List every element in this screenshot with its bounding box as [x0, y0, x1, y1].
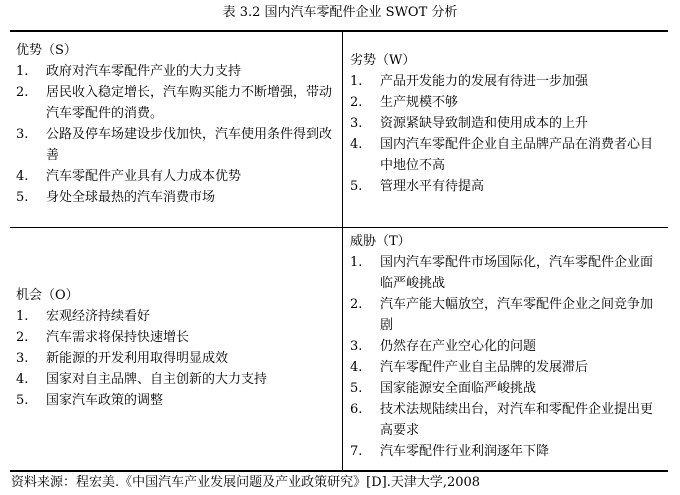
threats-cell: [350, 231, 662, 462]
item-text: 资源紧缺导致制造和使用成本的上升: [380, 116, 589, 131]
item-number: 4.: [350, 137, 363, 152]
item-number: 2.: [350, 95, 363, 110]
item-number: 4.: [16, 169, 29, 184]
list-item: [350, 176, 662, 197]
item-text: 国内汽车零配件市场国际化，汽车零配件企业面临严峻挑战: [380, 255, 654, 291]
item-number: 2.: [16, 85, 29, 100]
strengths-title: 优势（S）: [16, 43, 77, 58]
item-text: 汽车产能大幅放空，汽车零配件企业之间竞争加剧: [380, 297, 654, 333]
strengths-list: [16, 61, 338, 208]
item-text: 居民收入稳定增长，汽车购买能力不断增强，带动汽车零配件的消费。: [46, 85, 333, 121]
item-number: 6.: [350, 402, 363, 417]
threats-list: [350, 252, 662, 462]
list-item: [16, 187, 338, 208]
list-item: [350, 294, 662, 336]
item-number: 7.: [350, 444, 363, 459]
item-number: 3.: [350, 339, 363, 354]
list-item: [16, 348, 338, 369]
list-item: [16, 306, 338, 327]
item-number: 5.: [350, 179, 363, 194]
item-number: 4.: [350, 360, 363, 375]
item-number: 5.: [350, 381, 363, 396]
item-number: 5.: [16, 190, 29, 205]
list-item: [350, 252, 662, 294]
list-item: [350, 399, 662, 441]
item-text: 汽车零配件产业具有人力成本优势: [46, 169, 242, 184]
weaknesses-list: [350, 71, 662, 197]
list-item: [16, 327, 338, 348]
item-number: 5.: [16, 393, 29, 408]
list-item: [16, 166, 338, 187]
horizontal-divider: [10, 227, 668, 228]
strengths-cell: [16, 40, 338, 208]
item-number: 2.: [16, 330, 29, 345]
item-text: 汽车零配件行业利润逐年下降: [380, 444, 550, 459]
vertical-divider: [342, 32, 343, 470]
opportunities-cell: [16, 285, 338, 411]
item-number: 3.: [16, 127, 29, 142]
weaknesses-title: 劣势（W）: [350, 53, 416, 68]
item-text: 新能源的开发利用取得明显成效: [46, 351, 229, 366]
list-item: [350, 92, 662, 113]
opportunities-list: [16, 306, 338, 411]
item-number: 3.: [350, 116, 363, 131]
list-item: [16, 390, 338, 411]
item-text: 国家对自主品牌、自主创新的大力支持: [46, 372, 268, 387]
list-item: [350, 378, 662, 399]
list-item: [350, 71, 662, 92]
list-item: [350, 357, 662, 378]
item-text: 管理水平有待提高: [380, 179, 485, 194]
item-text: 国内汽车零配件企业自主品牌产品在消费者心目中地位不高: [380, 137, 654, 173]
list-item: [350, 134, 662, 176]
swot-table: [10, 30, 668, 472]
item-number: 1.: [16, 309, 29, 324]
list-item: [16, 82, 338, 124]
item-text: 身处全球最热的汽车消费市场: [46, 190, 216, 205]
item-text: 汽车需求将保持快速增长: [46, 330, 190, 345]
item-text: 国家能源安全面临严峻挑战: [380, 381, 537, 396]
item-text: 宏观经济持续看好: [46, 309, 151, 324]
opportunities-title: 机会（O）: [16, 288, 79, 303]
item-text: 产品开发能力的发展有待进一步加强: [380, 74, 589, 89]
item-number: 1.: [16, 64, 29, 79]
item-text: 政府对汽车零配件产业的大力支持: [46, 64, 242, 79]
threats-title: 威胁（T）: [350, 234, 411, 249]
item-text: 技术法规陆续出台，对汽车和零配件企业提出更高要求: [380, 402, 654, 438]
list-item: [16, 124, 338, 166]
table-caption: 表 3.2 国内汽车零配件企业 SWOT 分析: [222, 5, 458, 20]
weaknesses-cell: [350, 50, 662, 197]
item-text: 公路及停车场建设步伐加快，汽车使用条件得到改善: [46, 127, 333, 163]
list-item: [350, 441, 662, 462]
item-number: 2.: [350, 297, 363, 312]
item-number: 1.: [350, 255, 363, 270]
item-text: 汽车零配件产业自主品牌的发展滞后: [380, 360, 589, 375]
item-text: 生产规模不够: [380, 95, 459, 110]
item-text: 国家汽车政策的调整: [46, 393, 164, 408]
source-note: 资料来源：程宏美.《中国汽车产业发展问题及产业政策研究》[D].天津大学,2008: [11, 475, 481, 490]
item-number: 3.: [16, 351, 29, 366]
item-text: 仍然存在产业空心化的问题: [380, 339, 537, 354]
list-item: [350, 113, 662, 134]
list-item: [350, 336, 662, 357]
item-number: 1.: [350, 74, 363, 89]
list-item: [16, 369, 338, 390]
list-item: [16, 61, 338, 82]
item-number: 4.: [16, 372, 29, 387]
